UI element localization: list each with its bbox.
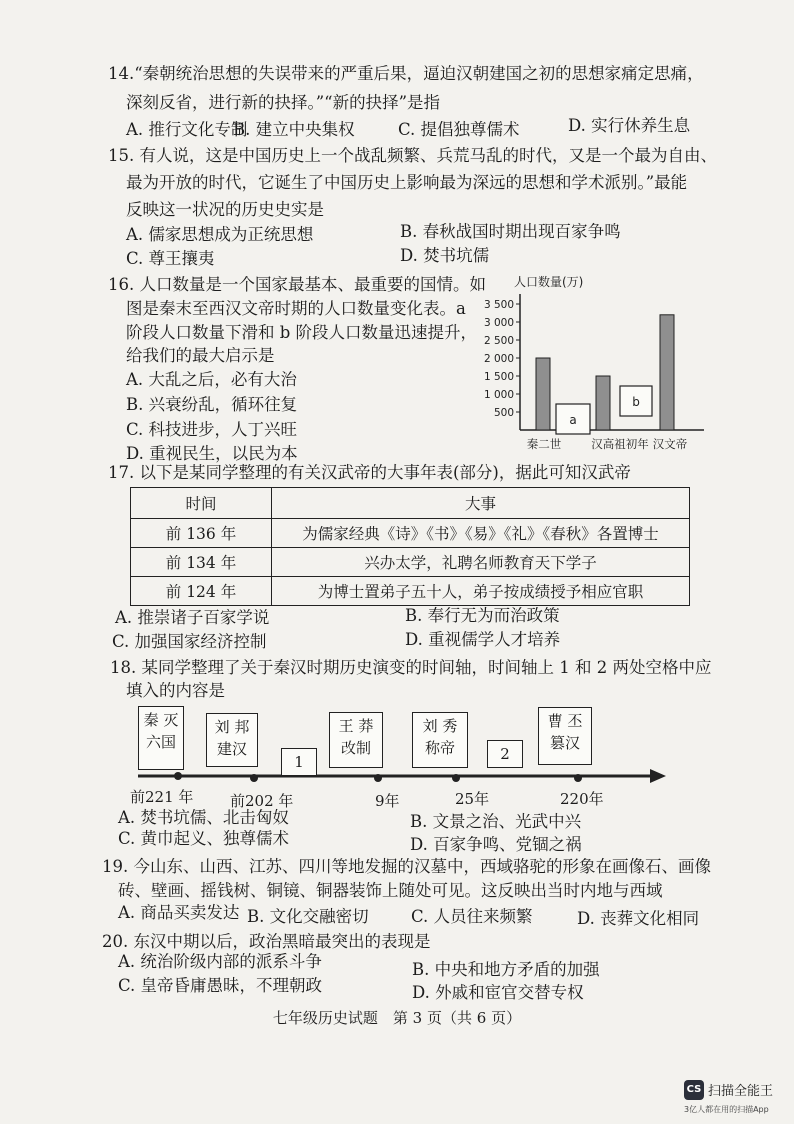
chart-y-tick-label: 1 500 <box>483 371 514 383</box>
chart-ylabel: 人口数量(万) <box>514 275 584 289</box>
q16-stem-line1: 16. 人口数量是一个国家最基本、最重要的国情。如 <box>108 275 486 294</box>
population-chart <box>474 270 714 460</box>
timeline-blank-2: 2 <box>487 740 523 768</box>
chart-y-tick-label: 3 500 <box>483 299 514 311</box>
timeline-event-line1: 秦 灭 <box>143 711 179 729</box>
q19-option-c[interactable]: C. 人员往来频繁 <box>411 907 533 926</box>
chart-stage-label: a <box>569 413 577 427</box>
timeline-event-box <box>138 706 184 770</box>
q17-option-b[interactable]: B. 奉行无为而治政策 <box>405 606 560 625</box>
table-cell-event: 为儒家经典《诗》《书》《易》《礼》《春秋》各置博士 <box>272 519 690 548</box>
q16-option-a[interactable]: A. 大乱之后，必有大治 <box>126 370 297 389</box>
q19-stem-line1: 19. 今山东、山西、江苏、四川等地发掘的汉墓中，西域骆驼的形象在画像石、画像 <box>102 857 711 876</box>
q18-stem-line1: 18. 某同学整理了关于秦汉时期历史演变的时间轴，时间轴上 1 和 2 两处空格中应 <box>110 658 712 677</box>
table-header-event: 大事 <box>272 488 690 519</box>
timeline-blank-1: 1 <box>281 748 317 776</box>
timeline-event-box <box>412 712 468 768</box>
chart-y-tick-label: 2 000 <box>483 353 514 365</box>
timeline-event-line2: 篡汉 <box>549 734 580 752</box>
timeline-year: 前221 年 <box>130 788 194 806</box>
scanner-app-name: 扫描全能王 <box>708 1084 774 1099</box>
q18-stem-line2: 填入的内容是 <box>126 681 225 700</box>
timeline-year: 25年 <box>455 790 490 808</box>
q14-option-a[interactable]: A. 推行文化专制 <box>126 120 248 139</box>
q16-stem-line3: 阶段人口数量下滑和 b 阶段人口数量迅速提升， <box>126 323 478 342</box>
q19-option-b[interactable]: B. 文化交融密切 <box>247 907 369 926</box>
table-row <box>131 548 690 577</box>
timeline-year: 9年 <box>375 792 400 810</box>
timeline-event-line1: 曹 丕 <box>547 712 583 730</box>
timeline-event-line2: 改制 <box>340 739 371 757</box>
q17-stem: 17. 以下是某同学整理的有关汉武帝的大事年表(部分)，据此可知汉武帝 <box>108 463 631 482</box>
timeline-event-line2: 建汉 <box>216 740 247 758</box>
table-cell-event: 为博士置弟子五十人，弟子按成绩授予相应官职 <box>272 577 690 606</box>
q20-option-b[interactable]: B. 中央和地方矛盾的加强 <box>412 960 600 979</box>
timeline-point <box>250 774 258 782</box>
table-row <box>131 577 690 606</box>
q15-stem-line1: 15. 有人说，这是中国历史上一个战乱频繁、兵荒马乱的时代，又是一个最为自由、 <box>108 146 717 165</box>
table-cell-event: 兴办太学，礼聘名师教育天下学子 <box>272 548 690 577</box>
q16-stem-line2: 图是秦末至西汉文帝时期的人口数量变化表。a <box>126 299 466 318</box>
q19-stem-line2: 砖、壁画、摇钱树、铜镜、铜器装饰上随处可见。这反映出当时内地与西域 <box>118 881 663 900</box>
q14-stem-line2: 深刻反省，进行新的抉择。”“新的抉择”是指 <box>126 93 441 112</box>
q18-option-c[interactable]: C. 黄巾起义、独尊儒术 <box>118 829 290 848</box>
q19-option-d[interactable]: D. 丧葬文化相同 <box>577 909 700 928</box>
q20-option-a[interactable]: A. 统治阶级内部的派系斗争 <box>118 952 322 971</box>
q18-option-d[interactable]: D. 百家争鸣、党锢之祸 <box>410 835 582 854</box>
scanner-tagline: 3亿人都在用的扫描App <box>684 1105 769 1114</box>
q14-option-b[interactable]: B. 建立中央集权 <box>233 120 355 139</box>
timeline-event-box <box>538 707 592 765</box>
timeline-point <box>452 774 460 782</box>
table-cell-time: 前 136 年 <box>131 519 272 548</box>
q20-option-d[interactable]: D. 外戚和宦官交替专权 <box>412 983 584 1002</box>
q15-option-a[interactable]: A. 儒家思想成为正统思想 <box>126 225 314 244</box>
timeline-event-line2: 称帝 <box>424 739 455 757</box>
chart-y-tick-label: 3 000 <box>483 317 514 329</box>
q19-option-a[interactable]: A. 商品买卖发达 <box>118 903 240 922</box>
page-footer: 七年级历史试题 第 3 页（共 6 页） <box>272 1009 522 1027</box>
q15-option-c[interactable]: C. 尊王攘夷 <box>126 249 215 268</box>
q17-option-d[interactable]: D. 重视儒学人才培养 <box>405 630 561 649</box>
q16-option-c[interactable]: C. 科技进步，人丁兴旺 <box>126 420 298 439</box>
timeline-event-line1: 刘 秀 <box>422 717 458 735</box>
timeline-year: 前202 年 <box>230 792 294 810</box>
chart-y-tick-label: 2 500 <box>483 335 514 347</box>
q18-option-a[interactable]: A. 焚书坑儒、北击匈奴 <box>118 808 289 827</box>
q14-option-c[interactable]: C. 提倡独尊儒术 <box>398 120 520 139</box>
events-table <box>130 487 690 606</box>
q16-option-b[interactable]: B. 兴衰纷乱，循环往复 <box>126 395 298 414</box>
table-cell-time: 前 134 年 <box>131 548 272 577</box>
timeline-year: 220年 <box>560 790 604 808</box>
q17-option-c[interactable]: C. 加强国家经济控制 <box>112 632 267 651</box>
q14-stem-line1: 14.“秦朝统治思想的失误带来的严重后果，逼迫汉朝建国之初的思想家痛定思痛， <box>108 64 704 83</box>
q15-stem-line2: 最为开放的时代，它诞生了中国历史上影响最为深远的思想和学术派别。”最能 <box>126 173 688 192</box>
chart-bar <box>660 315 674 430</box>
timeline-point <box>374 774 382 782</box>
timeline-event-line1: 王 莽 <box>338 717 374 735</box>
table-header-row <box>131 488 690 519</box>
timeline-event-box <box>329 712 383 768</box>
q15-option-b[interactable]: B. 春秋战国时期出现百家争鸣 <box>400 222 621 241</box>
chart-category-label: 汉高祖初年 <box>591 437 649 451</box>
table-row <box>131 519 690 548</box>
chart-stage-label: b <box>632 395 640 409</box>
camscanner-logo-icon: CS <box>684 1080 704 1100</box>
chart-bar <box>596 376 610 430</box>
q16-option-d[interactable]: D. 重视民生，以民为本 <box>126 444 298 463</box>
chart-category-label: 汉文帝 <box>652 437 688 451</box>
timeline-point <box>574 774 582 782</box>
timeline-event-line2: 六国 <box>145 733 176 751</box>
q20-option-c[interactable]: C. 皇帝昏庸愚昧，不理朝政 <box>118 976 323 995</box>
chart-y-tick-label: 500 <box>493 407 514 419</box>
q16-stem-line4: 给我们的最大启示是 <box>126 346 275 365</box>
timeline-event-box <box>206 713 258 767</box>
chart-y-tick-label: 1 000 <box>483 389 514 401</box>
history-timeline <box>110 700 680 810</box>
q14-option-d[interactable]: D. 实行休养生息 <box>568 116 691 135</box>
table-header-time: 时间 <box>131 488 272 519</box>
q20-stem: 20. 东汉中期以后，政治黑暗最突出的表现是 <box>102 932 431 951</box>
q18-option-b[interactable]: B. 文景之治、光武中兴 <box>410 812 582 831</box>
q15-option-d[interactable]: D. 焚书坑儒 <box>400 246 490 265</box>
timeline-event-line1: 刘 邦 <box>214 718 250 736</box>
q17-option-a[interactable]: A. 推崇诸子百家学说 <box>115 608 270 627</box>
chart-category-label: 秦二世 <box>526 437 562 451</box>
q15-stem-line3: 反映这一状况的历史史实是 <box>126 200 324 219</box>
chart-bar <box>536 358 550 430</box>
timeline-point <box>174 772 182 780</box>
table-cell-time: 前 124 年 <box>131 577 272 606</box>
